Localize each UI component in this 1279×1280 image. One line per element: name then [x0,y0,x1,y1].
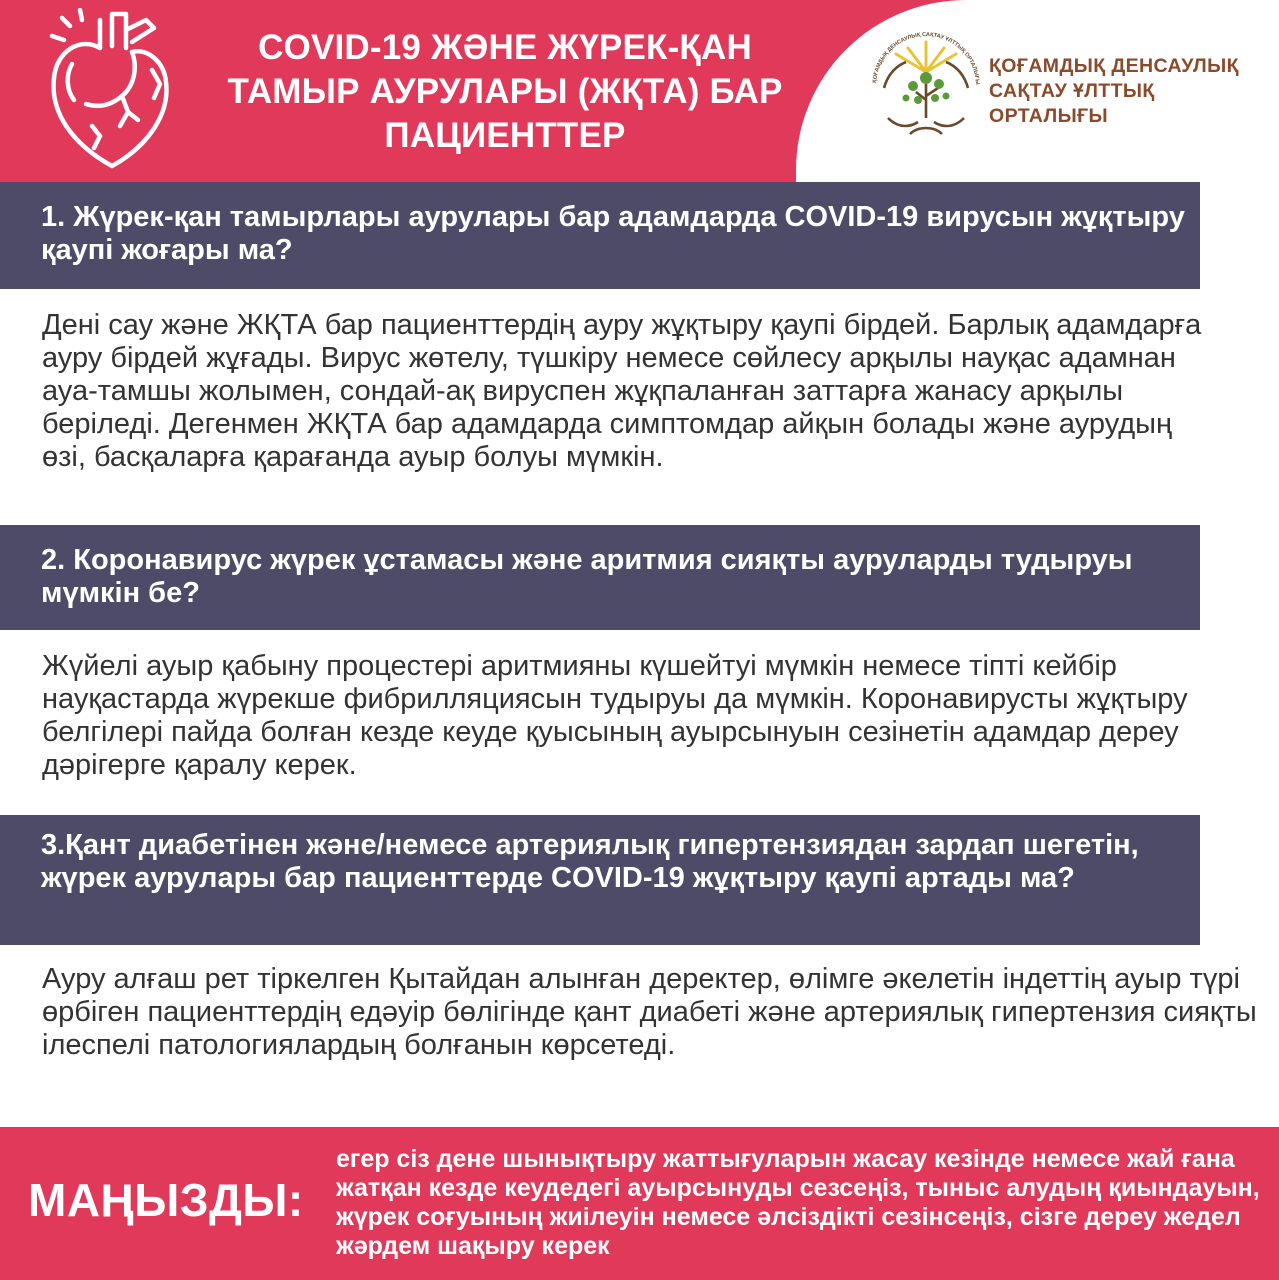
important-notice-banner [0,1127,1279,1280]
answer-3-text: Ауру алғаш рет тіркелген Қытайдан алынған деректер, өлімге әкелетін індеттің ауыр түрі өрбіген пациенттердің едәуір бөлігінде қант диабеті және артериялық гипертензия сияқты ілеспелі патологиялардың болғанын көрсетеді. [42,963,1257,1061]
logo-ring-text: ҚОҒАМДЫҚ ДЕНСАУЛЫҚ САҚТАУ ҰЛТТЫҚ ОРТАЛЫҒЫ [872,31,981,85]
answer-1-text: Дені сау және ЖҚТА бар пациенттердің ауру жұқтыру қаупі бірдей. Барлық адамдарға ауру бірдей жұғады. Вирус жөтелу, түшкіру немесе сөйлесу арқылы науқас адамнан ауа-тамшы жолымен, сондай-ақ вируспен жұқпаланған заттарға жанасу арқылы беріледі. Дегенмен ЖҚТА бар адамдарда симптомдар айқын болады және аурудың өзі, басқаларға қарағанда ауыр болуы мүмкін. [42,309,1202,473]
question-2-heading: 2. Коронавирус жүрек ұстамасы және аритмия сияқты ауруларды тудыруы мүмкін бе? [0,525,1200,630]
page-title: COVID-19 ЖӘНЕ ЖҮРЕК-ҚАН ТАМЫР АУРУЛАРЫ (ЖҚТА) БАР ПАЦИЕНТТЕР [227,28,783,155]
organization-name [989,54,1239,129]
org-name-line: ҚОҒАМДЫҚ ДЕНСАУЛЫҚ [989,55,1239,77]
important-notice-text: егер сіз дене шынықтыру жаттығуларын жасау кезінде немесе жай ғана жатқан кезде кеудедегі ауырсынуды сезсеңіз, тыныс алудың қиындауын, жүрек соғуының жиілеуін немесе әлсіздікті сезінсеңіз, сізге дереу жедел жәрдем шақыру керек [336,1145,1260,1260]
org-name-line: ОРТАЛЫҒЫ [989,105,1109,127]
question-1-heading: 1. Жүрек-қан тамырлары аурулары бар адамдарда COVID-19 вирусын жұқтыру қаупі жоғары ма? [0,182,1200,289]
important-label: МАҢЫЗДЫ: [28,1174,304,1226]
header-banner [0,0,1279,182]
tree-emblem-icon [866,26,986,146]
answer-2-text: Жүйелі ауыр қабыну процестері аритмияны күшейтуі мүмкін немесе тіпті кейбір науқастарда жүрекше фибрилляциясын тудыруы да мүмкін. Коронавирусты жұқтыру белгілері пайда болған кезде кеуде қуысының ауырсынуын сезінетін адамдар дереу дәрігерге қаралу керек. [42,650,1188,781]
org-name-line: САҚТАУ ҰЛТТЫҚ [989,80,1155,102]
question-3-heading: 3.Қант диабетінен және/немесе артериялық гипертензиядан зардап шегетін, жүрек аурулары бар пациенттерде COVID-19 жұқтыру қаупі артады ма? [0,815,1200,945]
heart-outline-icon [42,8,182,173]
